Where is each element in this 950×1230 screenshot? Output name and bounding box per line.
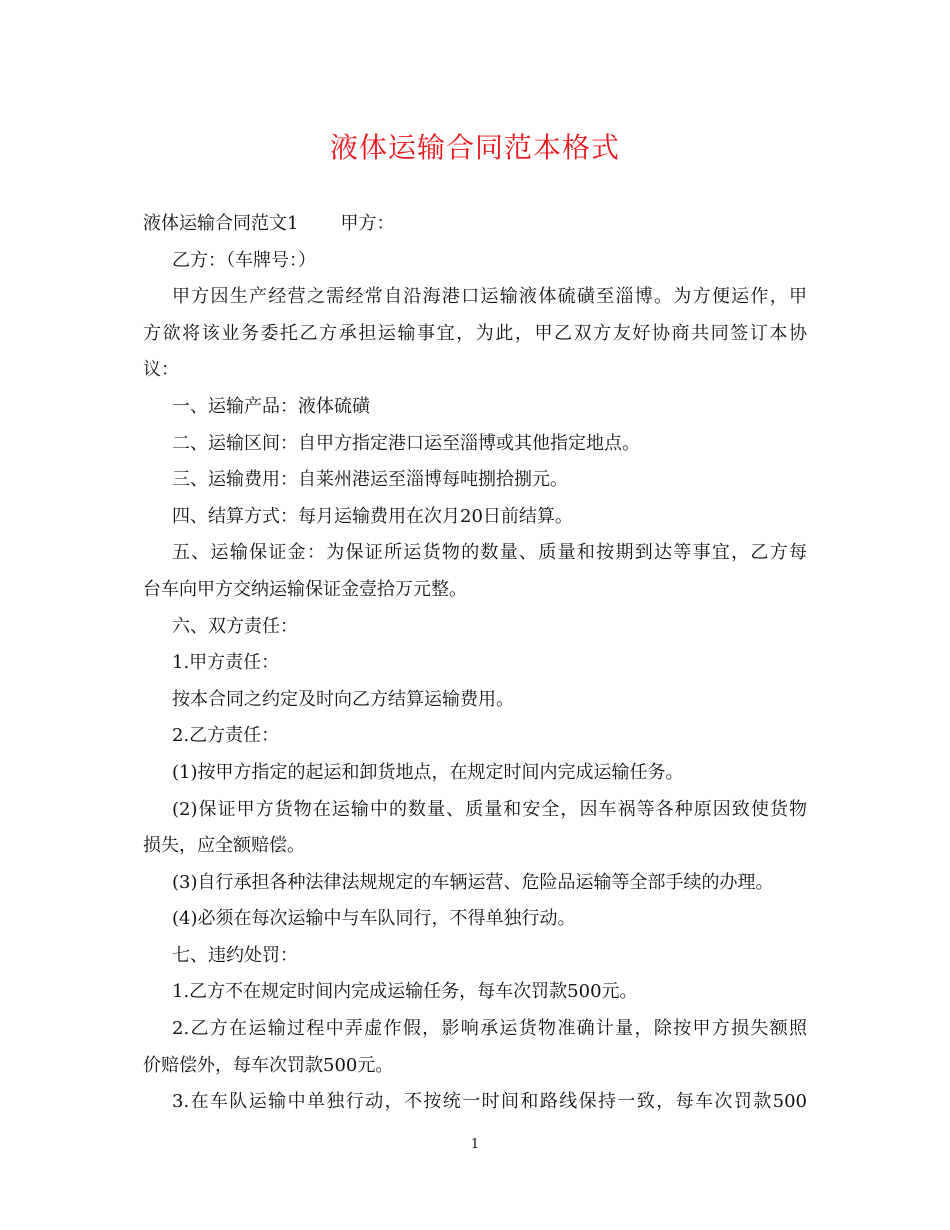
paragraph-line: 3.在车队运输中单独行动，不按统一时间和路线保持一致，每车次罚款500 [172, 1091, 807, 1113]
paragraph-line: 2.乙方在运输过程中弄虚作假，影响承运货物准确计量，除按甲方损失额照 [172, 1018, 807, 1040]
paragraph-line: (2)保证甲方货物在运输中的数量、质量和安全，因车祸等各种原因致使货物 [172, 798, 807, 820]
paragraph-line: 七、违约处罚： [172, 944, 298, 966]
paragraph-line: 甲方因生产经营之需经常自沿海港口运输液体硫磺至淄博。为方便运作，甲 [172, 286, 807, 308]
paragraph-line: 二、运输区间：自甲方指定港口运至淄博或其他指定地点。 [172, 432, 640, 454]
paragraph-line: 1.乙方不在规定时间内完成运输任务，每车次罚款500元。 [172, 981, 638, 1003]
paragraph-line: (4)必须在每次运输中与车队同行，不得单独行动。 [172, 908, 576, 930]
paragraph-line: 台车向甲方交纳运输保证金壹拾万元整。 [143, 578, 467, 600]
document-title: 液体运输合同范本格式 [329, 131, 620, 164]
paragraph-line: 四、结算方式：每月运输费用在次月20日前结算。 [172, 505, 573, 527]
paragraph-line: 1.甲方责任： [172, 652, 280, 674]
paragraph-line: 按本合同之约定及时向乙方结算运输费用。 [172, 688, 514, 710]
paragraph-line: 损失，应全额赔偿。 [143, 835, 305, 857]
paragraph-line: 议： [143, 359, 179, 381]
document-body [143, 206, 807, 1121]
paragraph-line: (3)自行承担各种法律法规规定的车辆运营、危险品运输等全部手续的办理。 [172, 871, 774, 893]
heading-right: 甲方： [340, 213, 395, 234]
paragraph-line: 五、运输保证金：为保证所运货物的数量、质量和按期到达等事宜，乙方每 [172, 542, 807, 564]
paragraph-line: 六、双方责任： [172, 615, 298, 637]
paragraph-line: 方欲将该业务委托乙方承担运输事宜，为此，甲乙双方友好协商共同签订本协 [143, 322, 807, 344]
paragraph-line: 一、运输产品：液体硫磺 [172, 395, 370, 417]
paragraph-line: 2.乙方责任： [172, 725, 280, 747]
heading-line [143, 206, 807, 243]
paragraph-line: (1)按甲方指定的起运和卸货地点，在规定时间内完成运输任务。 [172, 761, 684, 783]
heading-left: 液体运输合同范文1 [143, 213, 299, 234]
paragraph-line: 乙方：（车牌号：） [172, 249, 316, 271]
paragraph-line: 三、运输费用：自莱州港运至淄博每吨捌拾捌元。 [172, 469, 568, 491]
page-number: 1 [470, 1137, 480, 1152]
paragraph-line: 价赔偿外，每车次罚款500元。 [143, 1054, 394, 1076]
